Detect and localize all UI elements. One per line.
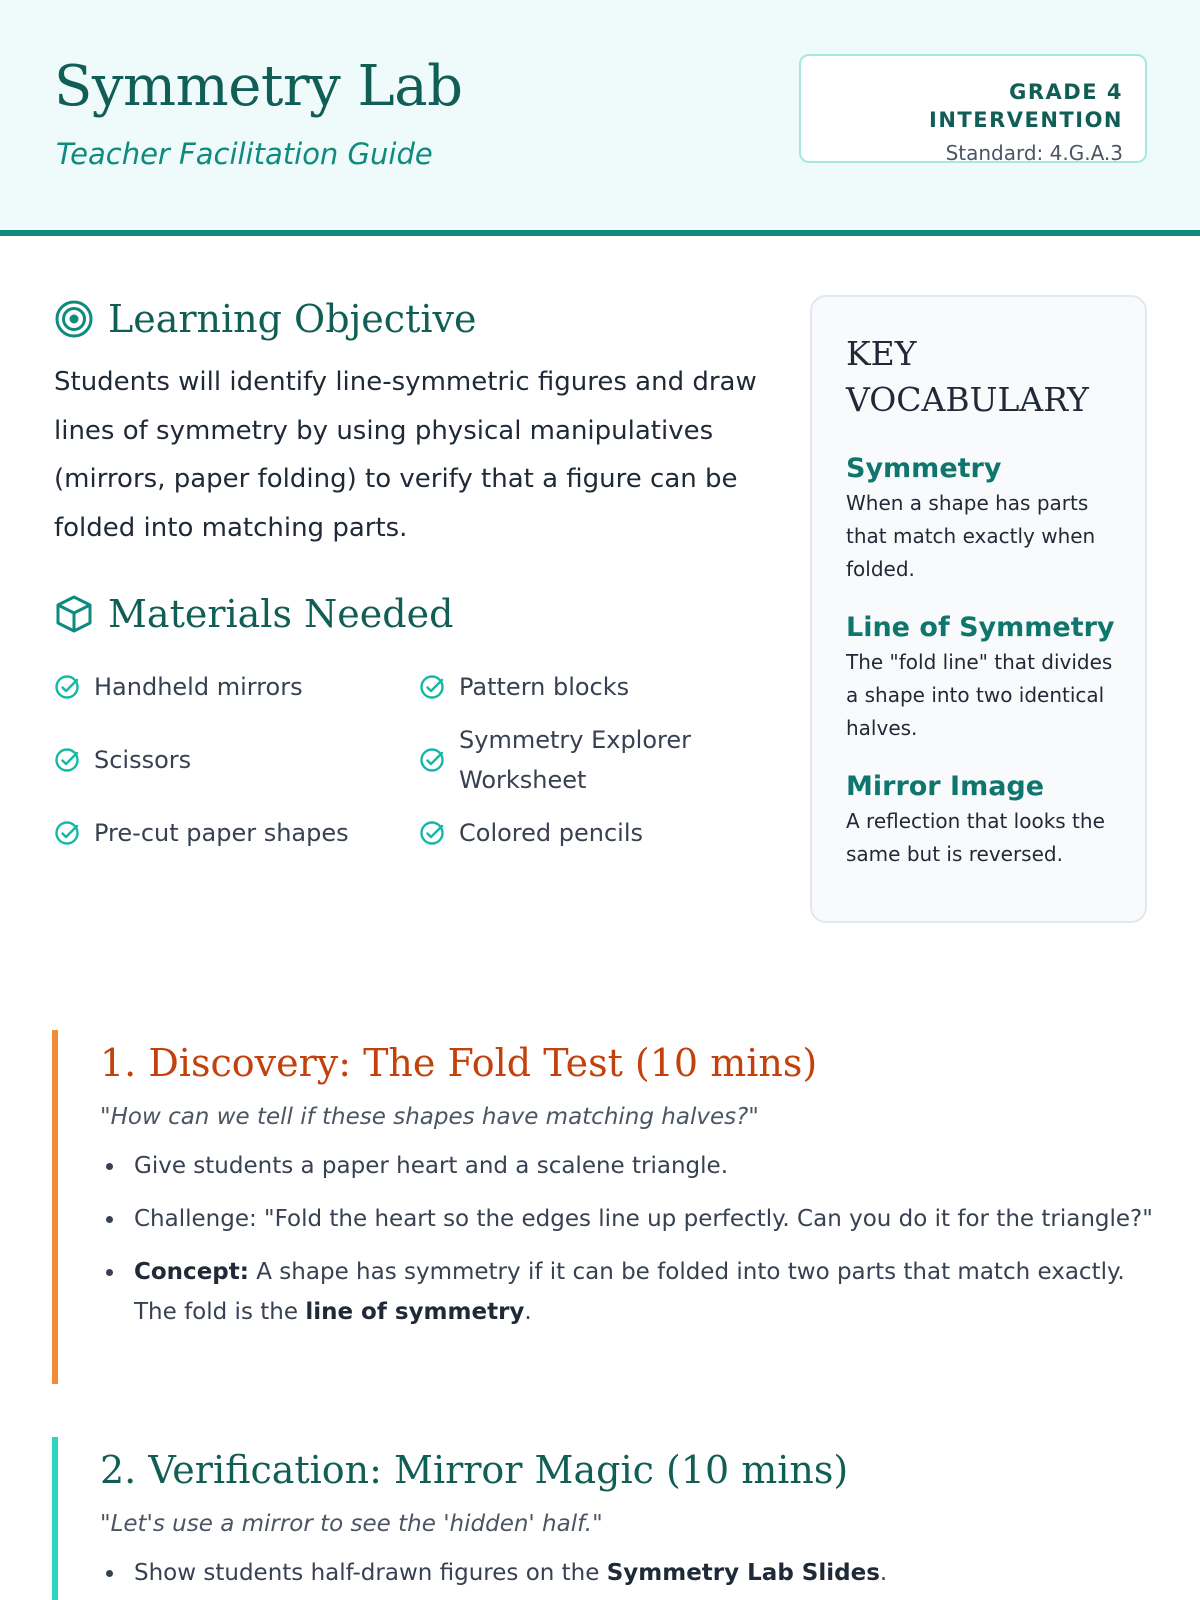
step-title: 2. Verification: Mirror Magic (10 mins) — [100, 1448, 849, 1492]
step-accent-bar — [52, 1030, 58, 1384]
bullet-tail: . — [879, 1560, 888, 1586]
step-bullet-list — [100, 1146, 1162, 1332]
step-bullet — [100, 1252, 1162, 1332]
material-item — [419, 723, 774, 796]
bullet-text: Show students half-drawn figures on the — [134, 1560, 607, 1586]
check-circle-icon — [419, 747, 445, 773]
vocab-term: Symmetry — [846, 453, 1002, 484]
step-verification — [52, 1437, 1162, 1600]
bullet-text: Give students a paper heart and a scalene triangle. — [134, 1153, 729, 1179]
objective-text: Students will identify line-symmetric figures and draw lines of symmetry by using physical manipulatives (mirrors, paper folding) to verify that a figure can be folded into matching parts. — [54, 367, 757, 543]
material-item — [54, 650, 419, 723]
materials-list — [54, 650, 774, 869]
page-subtitle: Teacher Facilitation Guide — [56, 137, 433, 171]
step-title: 1. Discovery: The Fold Test (10 mins) — [100, 1041, 818, 1085]
vocab-definition: When a shape has parts that match exactly when folded. — [846, 491, 1096, 581]
vocab-term: Line of Symmetry — [846, 612, 1115, 643]
vocab-definition: The "fold line" that divides a shape into two identical halves. — [846, 650, 1113, 740]
vocabulary-panel — [810, 295, 1147, 923]
step-quote: "Let's use a mirror to see the 'hidden' half." — [100, 1511, 603, 1537]
material-label: Pre-cut paper shapes — [94, 818, 349, 847]
target-icon — [54, 299, 94, 339]
objective-heading-row — [54, 294, 476, 344]
objective-heading: Learning Objective — [108, 297, 477, 341]
material-item — [54, 723, 419, 796]
check-circle-icon — [419, 674, 445, 700]
materials-heading: Materials Needed — [108, 592, 454, 636]
bullet-bold-term: line of symmetry — [305, 1299, 525, 1325]
step-discovery — [52, 1030, 1162, 1384]
vocabulary-title: KEY VOCABULARY — [846, 334, 1089, 419]
bullet-bold-lead: Concept: — [134, 1259, 249, 1285]
material-item — [419, 796, 774, 869]
page-header — [0, 0, 1200, 236]
step-bullet-list — [100, 1553, 1162, 1593]
page-title: Symmetry Lab — [54, 54, 463, 119]
cube-icon — [54, 594, 94, 634]
bullet-text: A shape has symmetry if it can be folded into two parts that match exactly. The fold is the — [134, 1259, 1125, 1325]
badge-grade-label: GRADE 4 INTERVENTION — [929, 80, 1123, 132]
step-quote: "How can we tell if these shapes have matching halves?" — [100, 1104, 759, 1130]
materials-heading-row — [54, 589, 453, 639]
step-bullet — [100, 1553, 1162, 1593]
bullet-bold-term: Symmetry Lab Slides — [606, 1560, 880, 1586]
vocab-term: Mirror Image — [846, 771, 1045, 802]
material-label: Pattern blocks — [459, 672, 630, 701]
grade-badge — [799, 54, 1147, 163]
check-circle-icon — [54, 747, 80, 773]
material-label: Scissors — [94, 745, 192, 774]
material-label: Handheld mirrors — [94, 672, 303, 701]
bullet-text: Challenge: "Fold the heart so the edges line up perfectly. Can you do it for the triangle?" — [134, 1206, 1153, 1232]
bullet-tail: . — [524, 1299, 532, 1325]
material-item — [54, 796, 419, 869]
check-circle-icon — [419, 820, 445, 846]
material-item — [419, 650, 774, 723]
badge-standard-label: Standard: 4.G.A.3 — [945, 141, 1123, 165]
step-bullet — [100, 1146, 1162, 1186]
material-label: Colored pencils — [459, 818, 644, 847]
material-label: Symmetry Explorer Worksheet — [459, 725, 691, 794]
step-accent-bar — [52, 1437, 58, 1600]
step-bullet — [100, 1199, 1162, 1239]
check-circle-icon — [54, 820, 80, 846]
vocab-definition: A reflection that looks the same but is reversed. — [846, 809, 1105, 866]
check-circle-icon — [54, 674, 80, 700]
